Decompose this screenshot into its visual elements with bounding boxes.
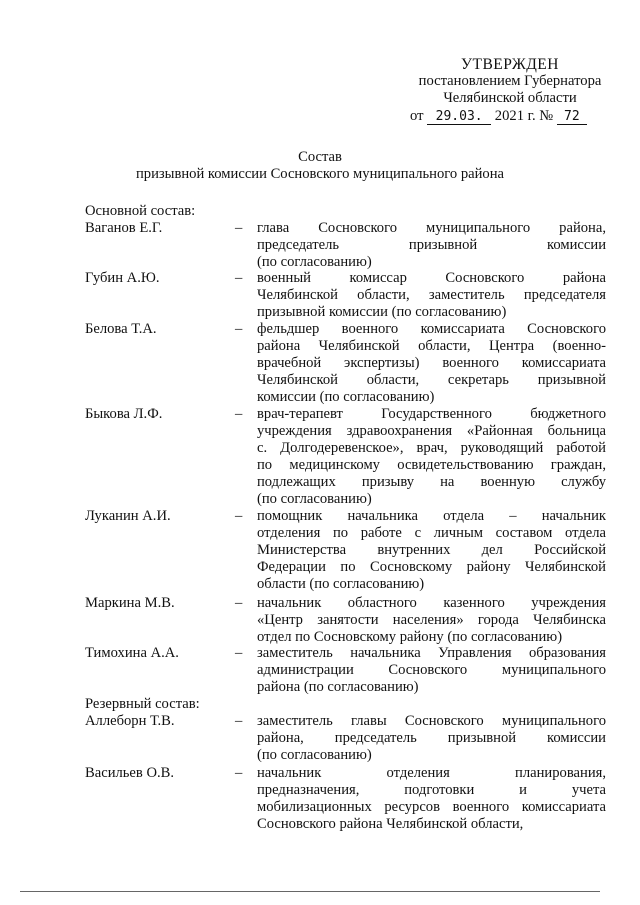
position-line: учреждения здравоохранения «Районная больница	[257, 423, 606, 439]
approval-date: 29.03.	[427, 109, 491, 125]
position-line: помощник начальника отдела – начальник	[257, 508, 606, 524]
position-line: администрации Сосновского муниципального	[257, 662, 606, 678]
position-line: начальник отделения планирования,	[257, 765, 606, 781]
member-position	[257, 713, 606, 764]
position-line: фельдшер военного комиссариата Сосновского	[257, 321, 606, 337]
approval-line-2: Челябинской области	[443, 90, 577, 106]
position-line: подлежащих призыву на военную службу	[257, 474, 606, 490]
document-title: Состав	[298, 149, 342, 165]
position-line: председатель призывной комиссии	[257, 237, 606, 253]
approval-line-1: постановлением Губернатора	[418, 73, 602, 89]
member-position	[257, 595, 606, 646]
member-position	[257, 406, 606, 508]
member-name: Тимохина А.А.	[85, 645, 179, 661]
member-name: Аллеборн Т.В.	[85, 713, 175, 729]
position-line: района (по согласованию)	[257, 679, 419, 695]
member-dash: –	[235, 270, 243, 286]
approval-number: 72	[557, 109, 587, 125]
position-line: призывной комиссии (по согласованию)	[257, 304, 507, 320]
member-name: Белова Т.А.	[85, 321, 157, 337]
page-bottom-rule	[20, 891, 600, 892]
member-position	[257, 270, 606, 321]
document-subtitle: призывной комиссии Сосновского муниципального района	[135, 166, 505, 182]
position-line: «Центр занятости населения» города Челябинска	[257, 612, 606, 628]
member-dash: –	[235, 220, 243, 236]
position-line: (по согласованию)	[257, 491, 372, 507]
position-line: (по согласованию)	[257, 254, 372, 270]
main-section-heading: Основной состав:	[85, 203, 196, 219]
member-position	[257, 765, 606, 833]
position-line: Министерства внутренних дел Российской	[257, 542, 606, 558]
position-line: по медицинскому освидетельствованию граждан,	[257, 457, 606, 473]
date-prefix: от	[410, 108, 424, 124]
member-dash: –	[235, 765, 243, 781]
approval-year: 2021 г. №	[494, 108, 554, 124]
reserve-section-heading: Резервный состав:	[85, 696, 200, 712]
member-position	[257, 508, 606, 593]
member-position	[257, 321, 606, 406]
approval-date-line	[410, 108, 610, 125]
position-line: района, председатель призывной комиссии	[257, 730, 606, 746]
position-line: (по согласованию)	[257, 747, 372, 763]
member-dash: –	[235, 508, 243, 524]
member-name: Ваганов Е.Г.	[85, 220, 163, 236]
member-dash: –	[235, 321, 243, 337]
approval-title: УТВЕРЖДЕН	[461, 56, 559, 73]
position-line: Федерации по Сосновскому району Челябинской	[257, 559, 606, 575]
position-line: Челябинской области, заместитель председателя	[257, 287, 606, 303]
position-line: предназначения, подготовки и учета	[257, 782, 606, 798]
position-line: отделения по работе с личным составом отдела	[257, 525, 606, 541]
position-line: области (по согласованию)	[257, 576, 425, 592]
member-dash: –	[235, 595, 243, 611]
position-line: глава Сосновского муниципального района,	[257, 220, 606, 236]
member-position	[257, 645, 606, 696]
member-name: Васильев О.В.	[85, 765, 175, 781]
position-line: района Челябинской области, Центра (военно-	[257, 338, 606, 354]
member-name: Луканин А.И.	[85, 508, 171, 524]
member-position	[257, 220, 606, 271]
position-line: заместитель главы Сосновского муниципального	[257, 713, 606, 729]
position-line: заместитель начальника Управления образования	[257, 645, 606, 661]
member-dash: –	[235, 713, 243, 729]
member-dash: –	[235, 406, 243, 422]
member-name: Быкова Л.Ф.	[85, 406, 163, 422]
position-line: с. Долгодеревенское», врач, руководящий работой	[257, 440, 606, 456]
position-line: Сосновского района Челябинской области,	[257, 816, 524, 832]
position-line: отдел по Сосновскому району (по согласованию)	[257, 629, 563, 645]
member-name: Маркина М.В.	[85, 595, 175, 611]
position-line: начальник областного казенного учреждения	[257, 595, 606, 611]
approval-block	[410, 56, 610, 125]
member-name: Губин А.Ю.	[85, 270, 160, 286]
position-line: врачебной экспертизы) военного комиссариата	[257, 355, 606, 371]
member-dash: –	[235, 645, 243, 661]
position-line: военный комиссар Сосновского района	[257, 270, 606, 286]
position-line: мобилизационных ресурсов военного комиссариата	[257, 799, 606, 815]
position-line: врач-терапевт Государственного бюджетного	[257, 406, 606, 422]
position-line: Челябинской области, секретарь призывной	[257, 372, 606, 388]
position-line: комиссии (по согласованию)	[257, 389, 435, 405]
